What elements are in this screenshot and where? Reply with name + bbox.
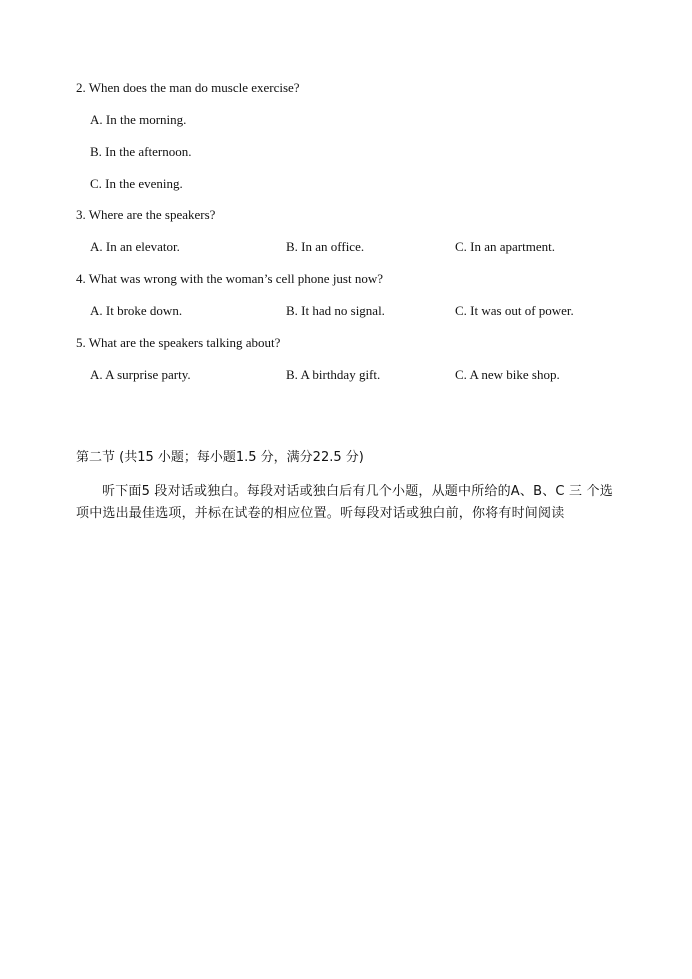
question-3-option-c: C. In an apartment. xyxy=(455,239,555,254)
question-5-option-a: A. A surprise party. xyxy=(90,367,191,382)
question-3: 3. Where are the speakers? xyxy=(76,207,216,222)
question-2-option-b: B. In the afternoon. xyxy=(90,144,192,159)
question-3-option-a: A. In an elevator. xyxy=(90,239,180,254)
question-5-option-c: C. A new bike shop. xyxy=(455,367,560,382)
question-5: 5. What are the speakers talking about? xyxy=(76,335,281,350)
question-4-option-a: A. It broke down. xyxy=(90,303,183,318)
question-4-option-c: C. It was out of power. xyxy=(455,303,574,318)
section-instructions: 听下面5 段对话或独白。每段对话或独白后有几个小题，从题中所给的A、B、C 三 个选项中选出最佳选项，并标在试卷的相应位置。听每段对话或独白前，你将有时间阅读 xyxy=(76,484,613,521)
question-5-option-b: B. A birthday gift. xyxy=(286,367,381,382)
question-4: 4. What was wrong with the woman’s cell phone just now? xyxy=(76,271,384,286)
question-4-option-b: B. It had no signal. xyxy=(286,303,385,318)
question-2-option-a: A. In the morning. xyxy=(90,112,187,127)
section-heading: 第二节 (共15 小题；每小题1.5 分，满分22.5 分) xyxy=(76,450,364,465)
question-2-option-c: C. In the evening. xyxy=(90,176,183,191)
question-3-option-b: B. In an office. xyxy=(286,239,365,254)
question-2: 2. When does the man do muscle exercise? xyxy=(76,80,300,95)
